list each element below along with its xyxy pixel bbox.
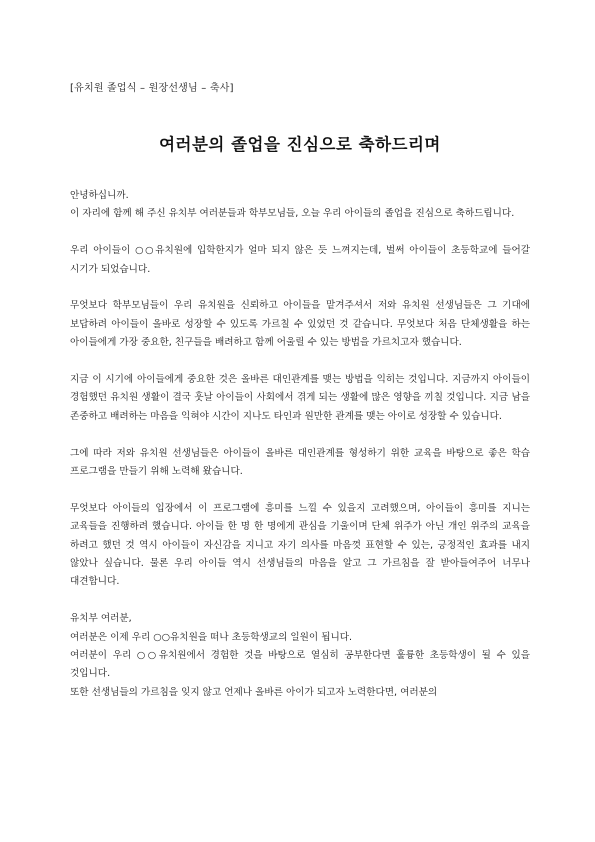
paragraph-trust	[70, 297, 530, 352]
paragraph-greeting	[70, 187, 530, 224]
paragraph-line: 여러분이 우리 ○○유치원에서 경험한 것을 바탕으로 열심히 공부한다면 훌륭한 초등학생이 될 수 있을 것입니다.	[70, 650, 530, 680]
document-header-tag: [유치원 졸업식 – 원장선생님 – 축사]	[70, 83, 234, 94]
paragraph-programs	[70, 445, 530, 482]
paragraph-line: 안녕하십니까.	[70, 190, 129, 201]
paragraph-admission	[70, 242, 530, 279]
paragraph-line: 유치부 여러분,	[70, 613, 132, 625]
paragraph-line: 우리 아이들이 ○○유치원에 입학한지가 얼마 되지 않은 듯 느껴지는데, 벌써 아이들이 초등학교에 들어갈 시기가 되었습니다.	[70, 245, 530, 275]
paragraph-line: 이 자리에 함께 해 주신 유치부 여러분들과 학부모님들, 오늘 우리 아이들의 졸업을 진심으로 축하드립니다.	[70, 208, 515, 220]
paragraph-line: 그에 따라 저와 유치원 선생님들은 아이들이 올바른 대인관계를 형성하기 위한 교육을 바탕으로 좋은 학습 프로그램을 만들기 위해 노력해 왔습니다.	[70, 447, 530, 478]
paragraph-line: 무엇보다 아이들의 입장에서 이 프로그램에 흥미를 느낄 수 있을지 고려했으며, 아이들이 흥미를 지니는 교육들을 진행하려 했습니다. 아이들 한 명 한 명에게 관심을 기울이며 단체 위주가 아닌 개인 위주의 교육을 하려고 했던 것 역시 아이들이 자신감을 지니고 자기 의사를 마음껏 표현할 수 있는, 긍정적인 효과를 내지 않았나 싶습니다. 물론 우리 아이들 역시 선생님들의 마음을 알고 그 가르침을 잘 받아들여주어 너무나 대견합니다.	[70, 502, 530, 588]
document-title: 여러분의 졸업을 진심으로 축하드리며	[159, 135, 441, 154]
paragraph-address-students	[70, 610, 530, 702]
paragraph-relationships	[70, 371, 530, 426]
paragraph-interest	[70, 500, 530, 592]
paragraph-line: 지금 이 시기에 아이들에게 중요한 것은 올바른 대인관계를 맺는 방법을 익히는 것입니다. 지금까지 아이들이 경험했던 유치원 생활이 결국 훗날 아이들이 사회에서 겪게 되는 생활에 많은 영향을 끼칠 것입니다. 지금 남을 존중하고 배려하는 마음을 익혀야 시간이 지나도 타인과 원만한 관계를 맺는 아이로 성장할 수 있습니다.	[70, 374, 530, 422]
paragraph-line: 또한 선생님들의 가르침을 잊지 않고 언제나 올바른 아이가 되고자 노력한다면, 여러분의	[70, 686, 438, 698]
document-body	[70, 187, 530, 702]
paragraph-line: 무엇보다 학부모님들이 우리 유치원을 신뢰하고 아이들을 맡겨주셔서 저와 유치원 선생님들은 그 기대에 보답하려 아이들이 올바로 성장할 수 있도록 가르칠 수 있었던 것 같습니다. 무엇보다 처음 단체생활을 하는 아이들에게 가장 중요한, 친구들을 배려하고 함께 어울릴 수 있는 방법을 가르치고자 했습니다.	[70, 300, 530, 349]
document-page	[70, 82, 530, 702]
paragraph-line: 여러분은 이제 우리 ○○유치원을 떠나 초등학생교의 일원이 됩니다.	[70, 631, 353, 643]
